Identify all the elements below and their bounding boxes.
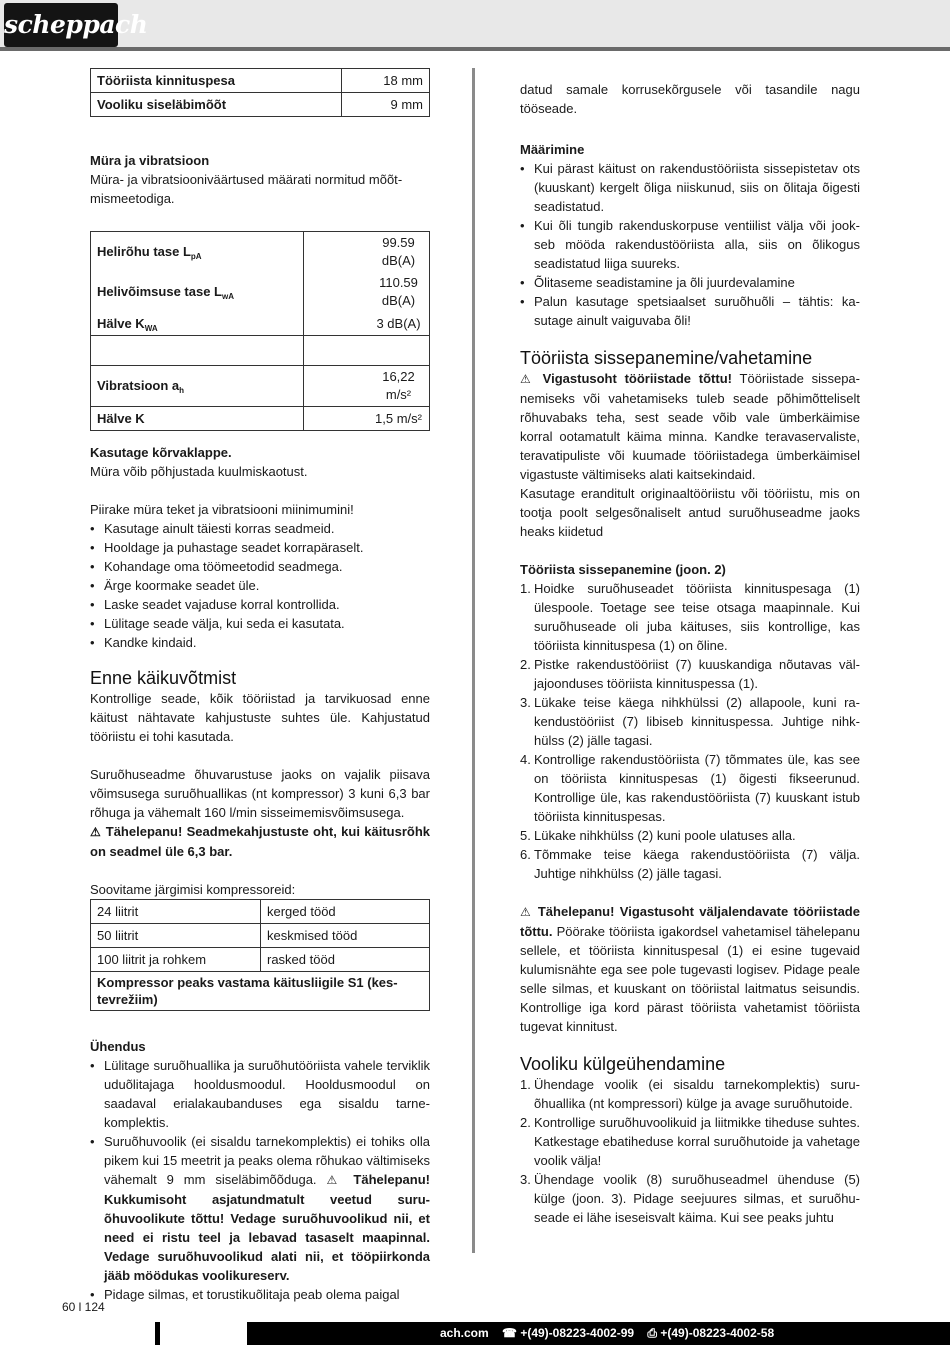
table-row bbox=[91, 312, 430, 336]
list-item: • Ärge koormake seadet üle. bbox=[90, 576, 430, 595]
page-number: 60 l 124 bbox=[62, 1300, 105, 1314]
list-item: • Kandke kindaid. bbox=[90, 633, 430, 652]
compressor-use: keskmised tööd bbox=[261, 924, 430, 948]
list-item: • Palun kasutage spetsiaalset suruõhuõli – tähtis: kasutage ainult vaiguvaba õli! bbox=[520, 292, 860, 330]
table-row bbox=[91, 93, 430, 117]
list-item: 1. Hoidke suruõhuseadet tööriista kinnituspesaga (1) ülespoole. Toetage see teise otsaga maapinnale. Kui suruõhuseade oli juba käituses, siis kontrollige, kas tööriista kinnituspesa (1) on õline. bbox=[520, 581, 860, 653]
ear-text: Müra võib põhjustada kuulmiskaotust. bbox=[90, 464, 308, 479]
fax-icon: ⎙ bbox=[647, 1326, 658, 1340]
spec-value: 18 mm bbox=[342, 69, 430, 93]
empty-cell bbox=[304, 336, 430, 366]
list-item: 2. Pistke rakendustööriist (7) kuuskandiga nõutavas väljajoonduses tööriista kinnituspessa (1). bbox=[520, 657, 860, 691]
table-row bbox=[91, 972, 430, 1011]
compressor-intro: Soovitame järgimisi kompressoreid: bbox=[90, 882, 296, 897]
list-item: • Lülitage suruõhuallika ja suruõhutööriista vahele terviklik uduõlitajaga hooldusmoodul. Hooldusmoodul on saadaval erialakaubanduses ega sisaldu tarnekomplektis. bbox=[90, 1056, 430, 1132]
list-item: • Pidage silmas, et torustikuõlitaja peab olema paigal bbox=[90, 1285, 430, 1304]
noise-label: Hälve $K_{WA}$ bbox=[91, 312, 304, 336]
section-heading: Enne käikuvõtmist bbox=[90, 668, 237, 688]
table-row bbox=[91, 407, 430, 431]
empty-cell bbox=[91, 336, 304, 366]
insert-warning: ⚠ Vigastusoht tööriistade tõttu! Tööriistade sissepanemiseks või vahetamiseks tuleb seade põhimõtteliselt rõhuvabaks teha, sest seade võib vale ümberkäimise korral ootamatult käima minna. Kandke teravaservaliste, teravatipuliste või kuumade tööriistadega ümberkäimisel vigastuste vältimiseks alati kaitsekindaid. bbox=[520, 371, 860, 482]
footer-contact bbox=[440, 1325, 774, 1341]
website-link[interactable]: ach.com bbox=[440, 1326, 489, 1340]
vibration-label: Vibratsioon $a_h$ bbox=[91, 366, 304, 407]
hose-steps bbox=[520, 1075, 860, 1227]
attention-text: ⚠ Tähelepanu! Seadmekahjustuste oht, kui käitusrõhk on seadmel üle 6,3 bar. bbox=[90, 824, 430, 859]
compressor-table bbox=[90, 899, 430, 1011]
list-item: • Lülitage seade välja, kui seda ei kasutata. bbox=[90, 614, 430, 633]
table-row bbox=[91, 272, 430, 312]
noise-text: Müra- ja vibratsiooniväärtused määrati normitud mõõtmismeetodiga. bbox=[90, 172, 403, 206]
list-item: • Kui pärast käitust on rakendustööriista sissepistetav ots (kuuskant) kergelt õliga niiskunud, siis on õlitaja õigesti seadistatud. bbox=[520, 159, 860, 216]
eject-warning: ⚠ Tähelepanu! Vigastusoht väljalendavate tööriistade tõttu. Pöörake tööriista igakordsel vahetamisel tähelepanu sellele, et tööriista kinnituspesal (1) ei esine tugevaid kulumisnähte ega see pole tugevasti logisev. Pidage peale selle silmas, et kuuskant on tööriistal laitmatus seisundis. Kontrollige iga kord pärast tööriista vahetamist tööriista tugevat kinnitust. bbox=[520, 904, 860, 1034]
brand-logo: scheppach bbox=[4, 3, 118, 47]
insert-text: Kasutage eranditult originaaltööriistu või tööriistu, mis on tootja poolt selgesõnaliselt antud suruõhuseadme jaoks heaks kiidetud bbox=[520, 486, 860, 539]
section-heading: Tööriista sissepanemine/vahetamine bbox=[520, 348, 813, 368]
compressor-size: 50 liitrit bbox=[91, 924, 261, 948]
list-item: 6. Tõmmake teise käega rakendustööriista (7) välja. Juhtige nihkhülss (2) jälle tagasi. bbox=[520, 847, 860, 881]
limit-list bbox=[90, 519, 430, 652]
lubrication-heading: Määrimine bbox=[520, 142, 585, 157]
spec-value: 9 mm bbox=[342, 93, 430, 117]
warning-icon: ⚠ bbox=[520, 372, 535, 386]
warning-icon: ⚠ bbox=[326, 1173, 344, 1187]
tool-spec-table bbox=[90, 68, 430, 117]
compressor-size: 100 liitrit ja rohkem bbox=[91, 948, 261, 972]
section-heading: Vooliku külgeühendamine bbox=[520, 1054, 726, 1074]
noise-table bbox=[90, 231, 430, 431]
list-item: • Kui õli tungib rakenduskorpuse ventiilist välja või jookseb mööda rakendustööriista alla, siis on õlikogus seadistatud liiga suureks. bbox=[520, 216, 860, 273]
table-row bbox=[91, 900, 430, 924]
list-item: 3. Lükake teise käega nihkhülssi (2) allapoole, kuni rakendustööriist (7) libiseb kinnituspessa. Juhtige nihkhülss (2) jälle tagasi. bbox=[520, 695, 860, 748]
spec-label: Vooliku siseläbimõõt bbox=[91, 93, 342, 117]
phone-icon: ☎ bbox=[502, 1326, 517, 1340]
list-item: • Kohandage oma töömeetodid seadmega. bbox=[90, 557, 430, 576]
compressor-size: 24 liitrit bbox=[91, 900, 261, 924]
list-item: 2. Kontrollige suruõhuvoolikuid ja liitmikke tiheduse suhtes. Katkestage ebatiheduse korral suruõhutoide ja vahetage voolik välja! bbox=[520, 1115, 860, 1168]
phone-number: +(49)-08223-4002-99 bbox=[520, 1326, 635, 1340]
steps-heading: Tööriista sissepanemine (joon. 2) bbox=[520, 562, 726, 577]
table-row bbox=[91, 69, 430, 93]
footer-gap bbox=[0, 1322, 155, 1345]
list-item: • Kasutage ainult täiesti korras seadmeid. bbox=[90, 519, 430, 538]
fax-number: +(49)-08223-4002-58 bbox=[660, 1326, 775, 1340]
noise-heading: Müra ja vibratsioon bbox=[90, 153, 210, 168]
header-rule bbox=[0, 47, 950, 51]
insert-steps bbox=[520, 579, 860, 883]
table-row bbox=[91, 232, 430, 273]
list-item: 4. Kontrollige rakendustööriista (7) tõmmates üle, kas see on tööriista kinnituspesas (1) õigesti fikseerunud. Kontrollige üle, kas rakendustööriista (7) kuuskant istub tööriista kinnituspesas. bbox=[520, 752, 860, 824]
table-row bbox=[91, 366, 430, 407]
vibration-value: 1,5 m/s² bbox=[304, 407, 430, 431]
vibration-label: Hälve K bbox=[91, 407, 304, 431]
noise-label: Helivõimsuse tase $L_{wA}$ bbox=[91, 272, 304, 312]
ear-heading: Kasutage kõrvaklappe. bbox=[90, 445, 232, 460]
air-supply-text: Suruõhuseadme õhuvarustuse jaoks on vajalik piisava võimsusega suruõhuallikas (nt kompressor) 3 kuni 6,3 bar rõhuga ja vähemalt 160 l/min sisseimemisvõimsusega. bbox=[90, 767, 430, 820]
list-item: • Laske seadet vajaduse korral kontrollida. bbox=[90, 595, 430, 614]
continued-text: datud samale korrusekõrgusele või tasandile nagu tööseade. bbox=[520, 82, 860, 116]
spec-label: Tööriista kinnituspesa bbox=[91, 69, 342, 93]
noise-label: Helirõhu tase $L_{pA}$ bbox=[91, 232, 304, 273]
before-text: Kontrollige seade, kõik tööriistad ja tarvikuosad enne käitust nähtavate kahjustuste suhtes üle. Kahjustatud tööriistu ei tohi kasutada. bbox=[90, 691, 430, 744]
connection-heading: Ühendus bbox=[90, 1039, 146, 1054]
compressor-use: rasked tööd bbox=[261, 948, 430, 972]
limit-text: Piirake müra teket ja vibratsiooni miinimumini! bbox=[90, 502, 354, 517]
left-column bbox=[90, 68, 430, 1304]
table-row bbox=[91, 924, 430, 948]
list-item: 5. Lükake nihkhülss (2) kuni poole ulatuses alla. bbox=[520, 828, 796, 843]
vibration-value: 16,22 m/s² bbox=[304, 366, 430, 407]
table-row bbox=[91, 336, 430, 366]
compressor-use: kerged tööd bbox=[261, 900, 430, 924]
compressor-note: Kompressor peaks vastama käitusliigile S1 (kestevrežiim) bbox=[91, 972, 430, 1011]
noise-value: 3 dB(A) bbox=[304, 312, 430, 336]
footer-gap bbox=[160, 1322, 247, 1345]
list-item: • Õlitaseme seadistamine ja õli juurdevalamine bbox=[520, 273, 860, 292]
lubrication-list bbox=[520, 159, 860, 330]
right-column bbox=[520, 80, 860, 1227]
list-item: 1. Ühendage voolik (ei sisaldu tarnekomplektis) suruõhuallika (nt kompressori) külge ja avage suruõhutoide. bbox=[520, 1077, 860, 1111]
noise-value: 110.59 dB(A) bbox=[304, 272, 430, 312]
list-item: 3. Ühendage voolik (8) suruõhuseadmel ühenduse (5) külge (joon. 3). Pidage seejuures silmas, et suruõhuseade ei lähe iseseisvalt käima. Kui see peaks juhtu bbox=[520, 1172, 860, 1225]
noise-value: 99.59 dB(A) bbox=[304, 232, 430, 273]
list-item: • Suruõhuvoolik (ei sisaldu tarnekomplektis) ei tohiks olla pikem kui 15 meetrit ja peaks olema rõhukao vältimiseks vähemalt 9 mm siseläbimõõduga. ⚠ Tähelepanu! Kukkumisoht asjatundmatult veetud suruõhuvoolikute tõttu! Vedage suruõhuvoolikud nii, et need ei ristu teel ja lebavad tasaselt maapinnal. Vedage suruõhuvoolikud alati nii, et tööpiirkonda jääb möödukas voolikureserv. bbox=[90, 1132, 430, 1285]
warning-icon: ⚠ bbox=[90, 825, 102, 839]
list-item: • Hooldage ja puhastage seadet korrapäraselt. bbox=[90, 538, 430, 557]
table-row bbox=[91, 948, 430, 972]
warning-icon: ⚠ bbox=[520, 905, 533, 919]
connection-list bbox=[90, 1056, 430, 1304]
column-divider bbox=[472, 68, 475, 1253]
